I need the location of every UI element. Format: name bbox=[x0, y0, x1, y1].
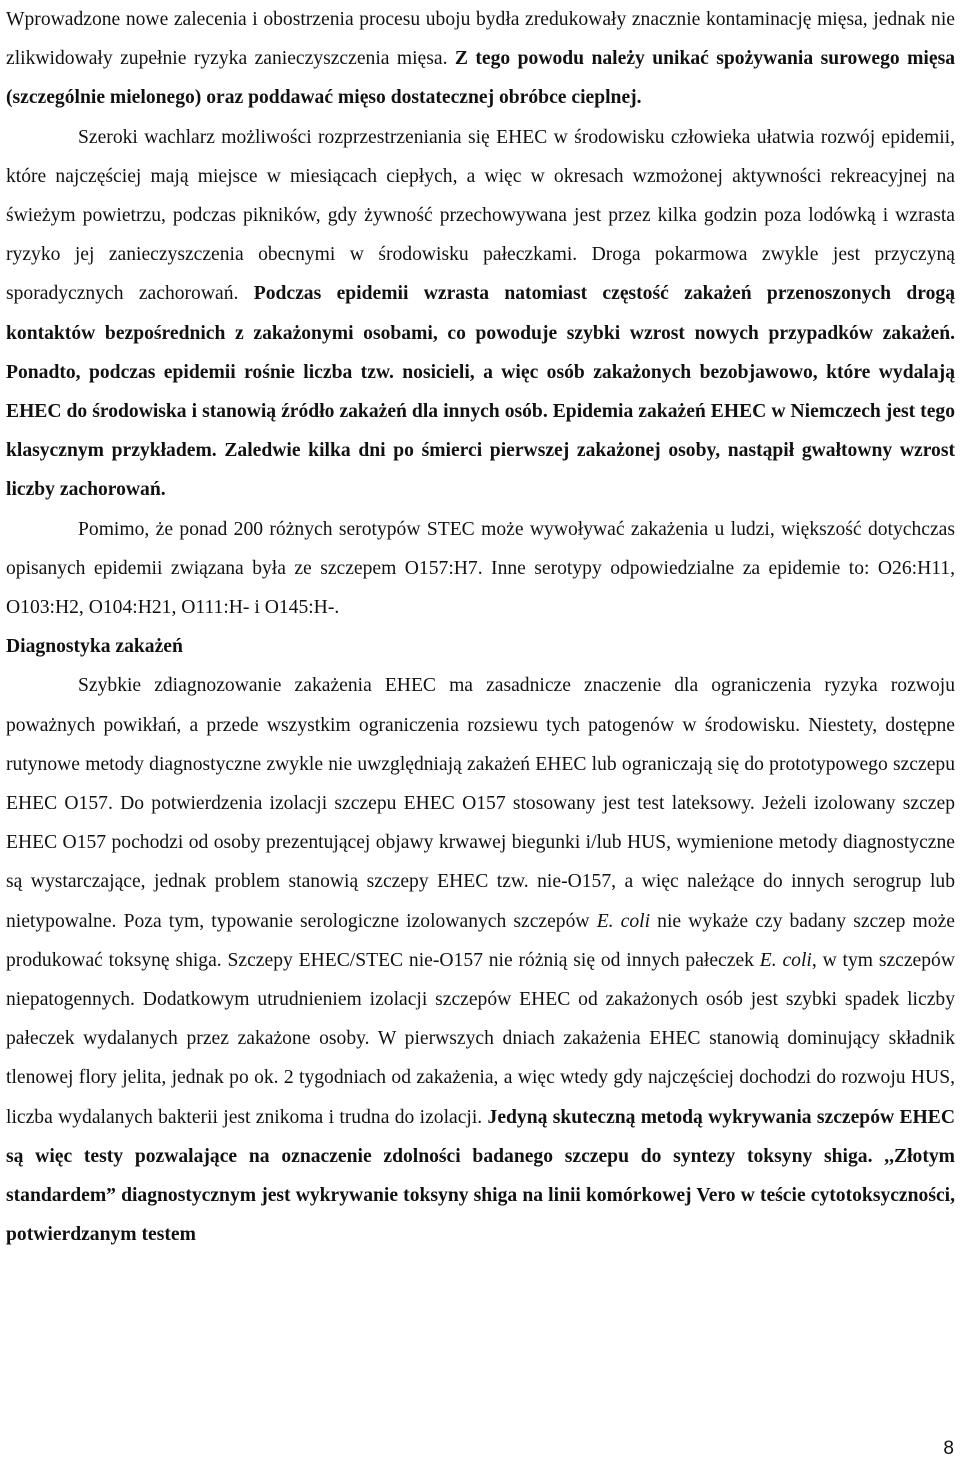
document-page bbox=[6, 0, 955, 1255]
ecoli-term-2: E. coli bbox=[759, 949, 812, 971]
contamination-recommendation: Z tego powodu należy unikać spożywania surowego mięsa (szczególnie mielonego) oraz poddawać mięso dostatecznej obróbce cieplnej. bbox=[6, 48, 955, 109]
contamination-text: Wprowadzone nowe zalecenia i obostrzenia procesu uboju bydła zredukowały znacznie kontaminację mięsa, jednak nie zlikwidowały zupełnie ryzyka zanieczyszczenia mięsa. bbox=[6, 9, 955, 70]
diagnostics-text-3: , w tym szczepów niepatogennych. Dodatkowym utrudnieniem izolacji szczepów EHEC od zakażonych osób jest szybki spadek liczby pałeczek wydalanych przez zakażone osoby. W pierwszych dniach zakażenia EHEC stanowią dominujący składnik tlenowej flory jelita, jednak po ok. 2 tygodniach od zakażenia, a więc wtedy gdy najczęściej dochodzi do rozwoju HUS, liczba wydalanych bakterii jest znikoma i trudna do izolacji. bbox=[6, 949, 955, 1128]
epidemics-bold-text: Podczas epidemii wzrasta natomiast częstość zakażeń przenoszonych drogą kontaktów bezpośrednich z zakażonymi osobami, co powoduje szybki wzrost nowych przypadków zakażeń. Ponadto, podczas epidemii rośnie liczba tzw. nosicieli, a więc osób zakażonych bezobjawowo, które wydalają EHEC do środowiska i stanowią źródło zakażeń dla innych osób. Epidemia zakażeń EHEC w Niemczech jest tego klasycznym przykładem. Zaledwie kilka dni po śmierci pierwszej zakażonej osoby, nastąpił gwałtowny wzrost liczby zachorowań. bbox=[6, 283, 955, 501]
paragraph-serotypes bbox=[6, 510, 955, 628]
serotypes-text: Pomimo, że ponad 200 różnych serotypów STEC może wywoływać zakażenia u ludzi, większość dotychczas opisanych epidemii związana była ze szczepem O157:H7. Inne serotypy odpowiedzialne za epidemie to: O26:H11, O103:H2, O104:H21, O111:H- i O145:H-. bbox=[6, 518, 955, 619]
section-heading: Diagnostyka zakażeń bbox=[6, 636, 183, 658]
epidemics-text: Szeroki wachlarz możliwości rozprzestrzeniania się EHEC w środowisku człowieka ułatwia rozwój epidemii, które najczęściej mają miejsce w miesiącach ciepłych, a więc w okresach wzmożonej aktywności rekreacyjnej na świeżym powietrzu, podczas pikników, gdy żywność przechowywana jest przez kilka godzin poza lodówką i wzrasta ryzyko jej zanieczyszczenia obecnymi w środowisku pałeczkami. Droga pokarmowa zwykle jest przyczyną sporadycznych zachorowań. bbox=[6, 126, 955, 305]
paragraph-diagnostics bbox=[6, 666, 955, 1254]
paragraph-epidemics bbox=[6, 118, 955, 510]
diagnostics-text-1: Szybkie zdiagnozowanie zakażenia EHEC ma zasadnicze znaczenie dla ograniczenia ryzyka rozwoju poważnych powikłań, a przede wszystkim ograniczenia rozsiewu tych patogenów w środowisku. Niestety, dostępne rutynowe metody diagnostyczne zwykle nie uwzględniają zakażeń EHEC lub ograniczają się do prototypowego szczepu EHEC O157. Do potwierdzenia izolacji szczepu EHEC O157 stosowany jest test lateksowy. Jeżeli izolowany szczep EHEC O157 pochodzi od osoby prezentującej objawy krwawej biegunki i/lub HUS, wymienione metody diagnostyczne są wystarczające, jednak problem stanowią szczepy EHEC tzw. nie-O157, a więc należące do innych serogrup lub nietypowalne. Poza tym, typowanie serologiczne izolowanych szczepów bbox=[6, 675, 955, 932]
ecoli-term-1: E. coli bbox=[596, 910, 651, 932]
diagnostics-bold-text: Jedyną skuteczną metodą wykrywania szczepów EHEC są więc testy pozwalające na oznaczenie zdolności badanego szczepu do syntezy toksyny shiga. ,,Złotym standardem” diagnostycznym jest wykrywanie toksyny shiga na linii komórkowej Vero w teście cytotoksyczności, potwierdzanym testem bbox=[6, 1106, 955, 1246]
diagnostics-text-2: nie wykaże czy badany szczep może produkować toksynę shiga. Szczepy EHEC/STEC nie-O157 nie różnią się od innych pałeczek bbox=[6, 910, 955, 971]
page-number: 8 bbox=[943, 1438, 954, 1459]
paragraph-contamination bbox=[6, 0, 955, 118]
